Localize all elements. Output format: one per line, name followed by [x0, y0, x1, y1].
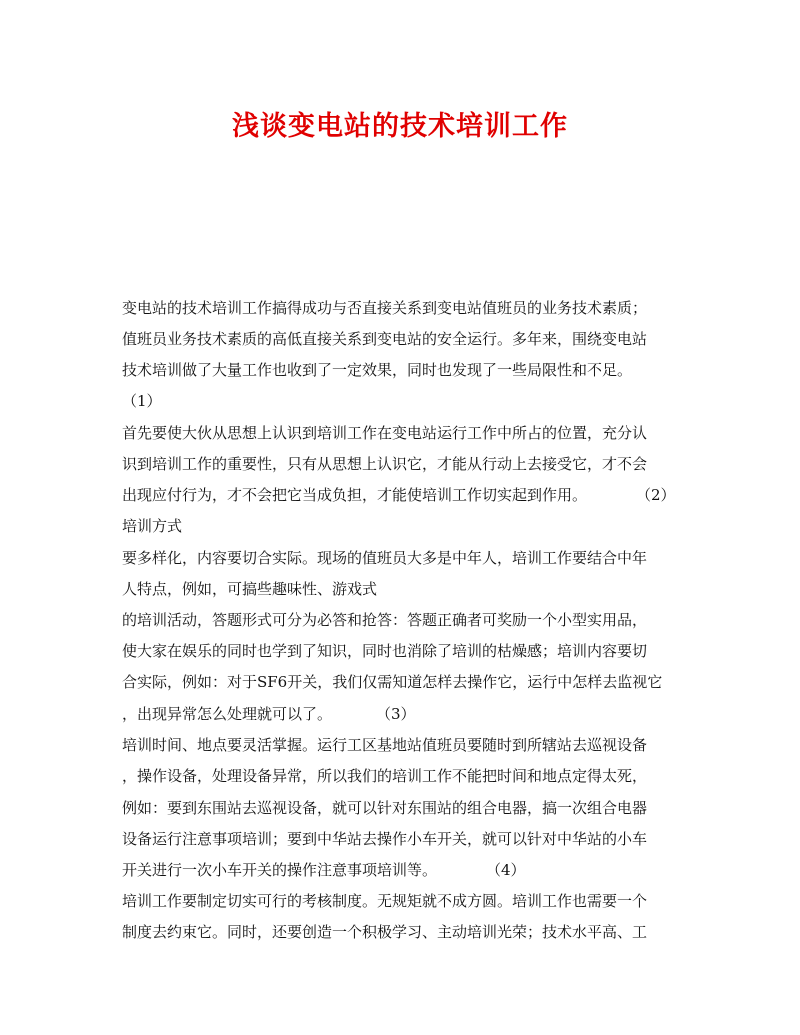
body-line: 出现应付行为，才不会把它当成负担，才能使培训工作切实起到作用。 — [122, 486, 588, 504]
page-title: 浅谈变电站的技术培训工作 — [232, 111, 568, 142]
body-line: 首先要使大伙从思想上认识到培训工作在变电站运行工作中所占的位置，充分认 — [122, 424, 648, 442]
body-line: 变电站的技术培训工作搞得成功与否直接关系到变电站值班员的业务技术素质； — [122, 299, 648, 317]
body-line: 技术培训做了大量工作也收到了一定效果，同时也发现了一些局限性和不足。 — [122, 361, 633, 379]
body-line: 值班员业务技术素质的高低直接关系到变电站的安全运行。多年来，围绕变电站 — [122, 330, 648, 348]
section-marker-4: （4） — [486, 861, 526, 879]
body-line: 培训工作要制定切实可行的考核制度。无规矩就不成方圆。培训工作也需要一个 — [122, 892, 648, 910]
section-marker-3: （3） — [376, 705, 416, 723]
body-line: 开关进行一次小车开关的操作注意事项培训等。 — [122, 861, 438, 879]
section-heading: 培训方式 — [122, 517, 183, 535]
body-line: 培训时间、地点要灵活掌握。运行工区基地站值班员要随时到所辖站去巡视设备 — [122, 736, 648, 754]
body-line: 要多样化，内容要切合实际。现场的值班员大多是中年人，培训工作要结合中年 — [122, 549, 648, 567]
body-line: 识到培训工作的重要性，只有从思想上认识它，才能从行动上去接受它，才不会 — [122, 455, 648, 473]
body-line: 设备运行注意事项培训；要到中华站去操作小车开关，就可以针对中华站的小车 — [122, 830, 648, 848]
body-line: 人特点，例如，可搞些趣味性、游戏式 — [122, 580, 378, 598]
body-line: 使大家在娱乐的同时也学到了知识，同时也消除了培训的枯燥感；培训内容要切 — [122, 642, 648, 660]
section-marker-2: （2） — [636, 486, 676, 504]
body-line: 的培训活动，答题形式可分为必答和抢答：答题正确者可奖励一个小型实用品， — [122, 611, 648, 629]
body-line: 制度去约束它。同时，还要创造一个积极学习、主动培训光荣；技术水平高、工 — [122, 923, 648, 941]
body-line: ，操作设备，处理设备异常，所以我们的培训工作不能把时间和地点定得太死， — [122, 767, 648, 785]
body-line: 例如：要到东围站去巡视设备，就可以针对东围站的组合电器，搞一次组合电器 — [122, 799, 648, 817]
body-line: 合实际，例如：对于SF6开关，我们仅需知道怎样去操作它，运行中怎样去监视它 — [122, 673, 663, 691]
body-line: ，出现异常怎么处理就可以了。 — [122, 705, 333, 723]
section-marker-1: （1） — [122, 392, 162, 410]
